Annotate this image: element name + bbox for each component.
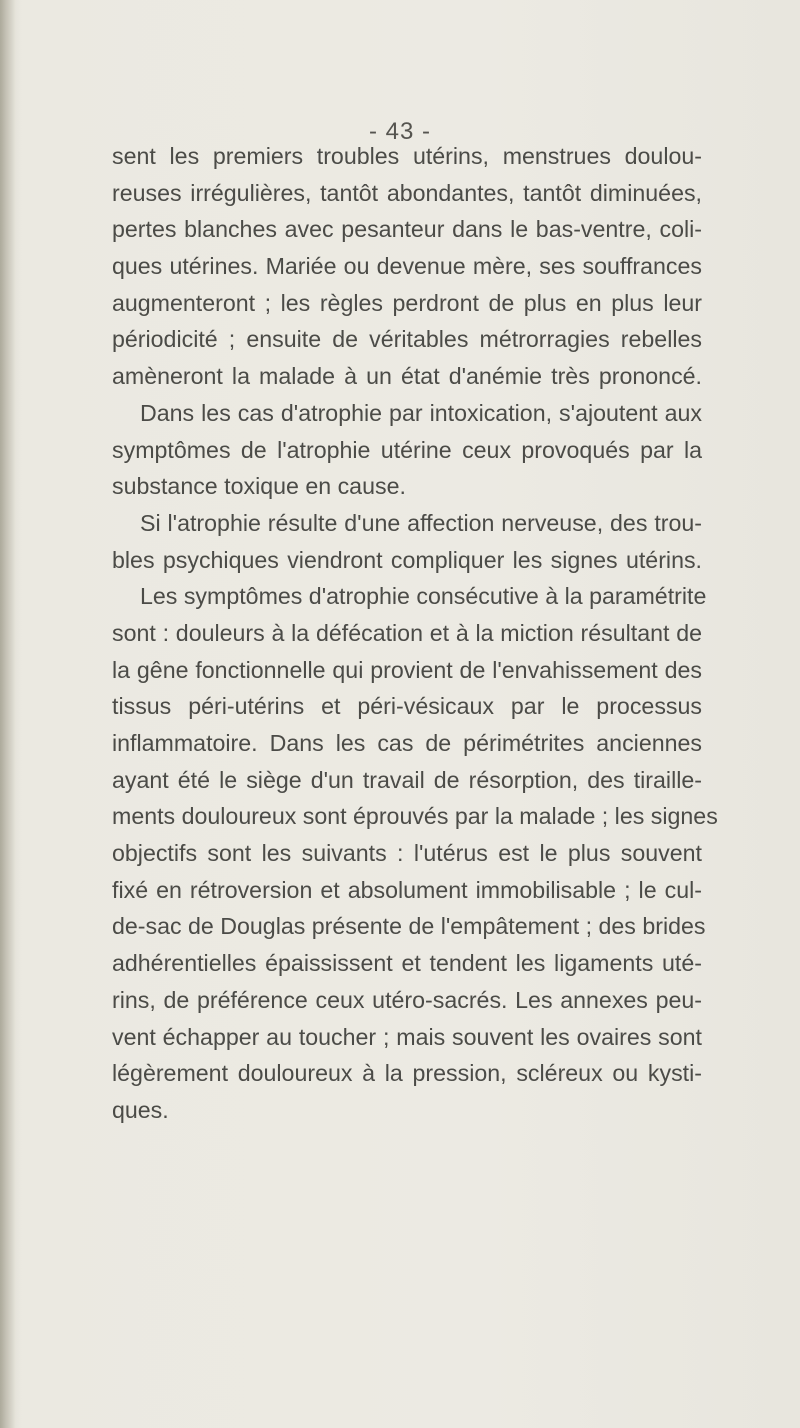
text-line: substance toxique en cause. [112,473,406,500]
text-line: légèrement douloureux à la pression, scléreux ou kysti- [112,1060,702,1087]
text-line: périodicité ; ensuite de véritables métrorragies rebelles [112,326,702,353]
text-line: pertes blanches avec pesanteur dans le bas-ventre, coli- [112,216,702,243]
text-line: symptômes de l'atrophie utérine ceux provoqués par la [112,436,702,463]
text-line: reuses irrégulières, tantôt abondantes, tantôt diminuées, [112,179,702,206]
text-line: de-sac de Douglas présente de l'empâtement ; des brides [112,913,706,940]
text-line: adhérentielles épaississent et tendent les ligaments uté- [112,950,702,977]
page-number: - 43 - [368,118,431,145]
text-line: ques. [112,1096,169,1123]
text-line: objectifs sont les suivants : l'utérus est le plus souvent [112,840,702,867]
text-line: sont : douleurs à la défécation et à la miction résultant de [112,619,702,646]
text-line: ques utérines. Mariée ou devenue mère, ses souffrances [112,253,702,280]
text-line: Dans les cas d'atrophie par intoxication, s'ajoutent aux [140,399,702,426]
text-line: vent échapper au toucher ; mais souvent les ovaires sont [112,1023,702,1050]
text-line: sent les premiers troubles utérins, menstrues doulou- [112,143,702,169]
body-text [112,138,718,1129]
text-line: ments douloureux sont éprouvés par la malade ; les signes [112,803,718,830]
text-line: bles psychiques viendront compliquer les signes utérins. [112,546,702,573]
text-line: rins, de préférence ceux utéro-sacrés. Les annexes peu- [112,986,702,1013]
text-line: Les symptômes d'atrophie consécutive à la paramétrite [140,583,707,610]
text-line: fixé en rétroversion et absolument immobilisable ; le cul- [112,876,702,903]
text-line: augmenteront ; les règles perdront de plus en plus leur [112,289,702,316]
page-binding-shadow [0,0,22,1428]
text-line: tissus péri-utérins et péri-vésicaux par le processus [112,693,702,720]
text-line: Si l'atrophie résulte d'une affection nerveuse, des trou- [140,509,702,536]
text-line: inflammatoire. Dans les cas de périmétrites anciennes [112,730,702,756]
text-line: amèneront la malade à un état d'anémie très prononcé. [112,363,702,390]
text-line: la gêne fonctionnelle qui provient de l'envahissement des [112,656,702,683]
text-line: ayant été le siège d'un travail de résorption, des tiraille- [112,766,702,793]
